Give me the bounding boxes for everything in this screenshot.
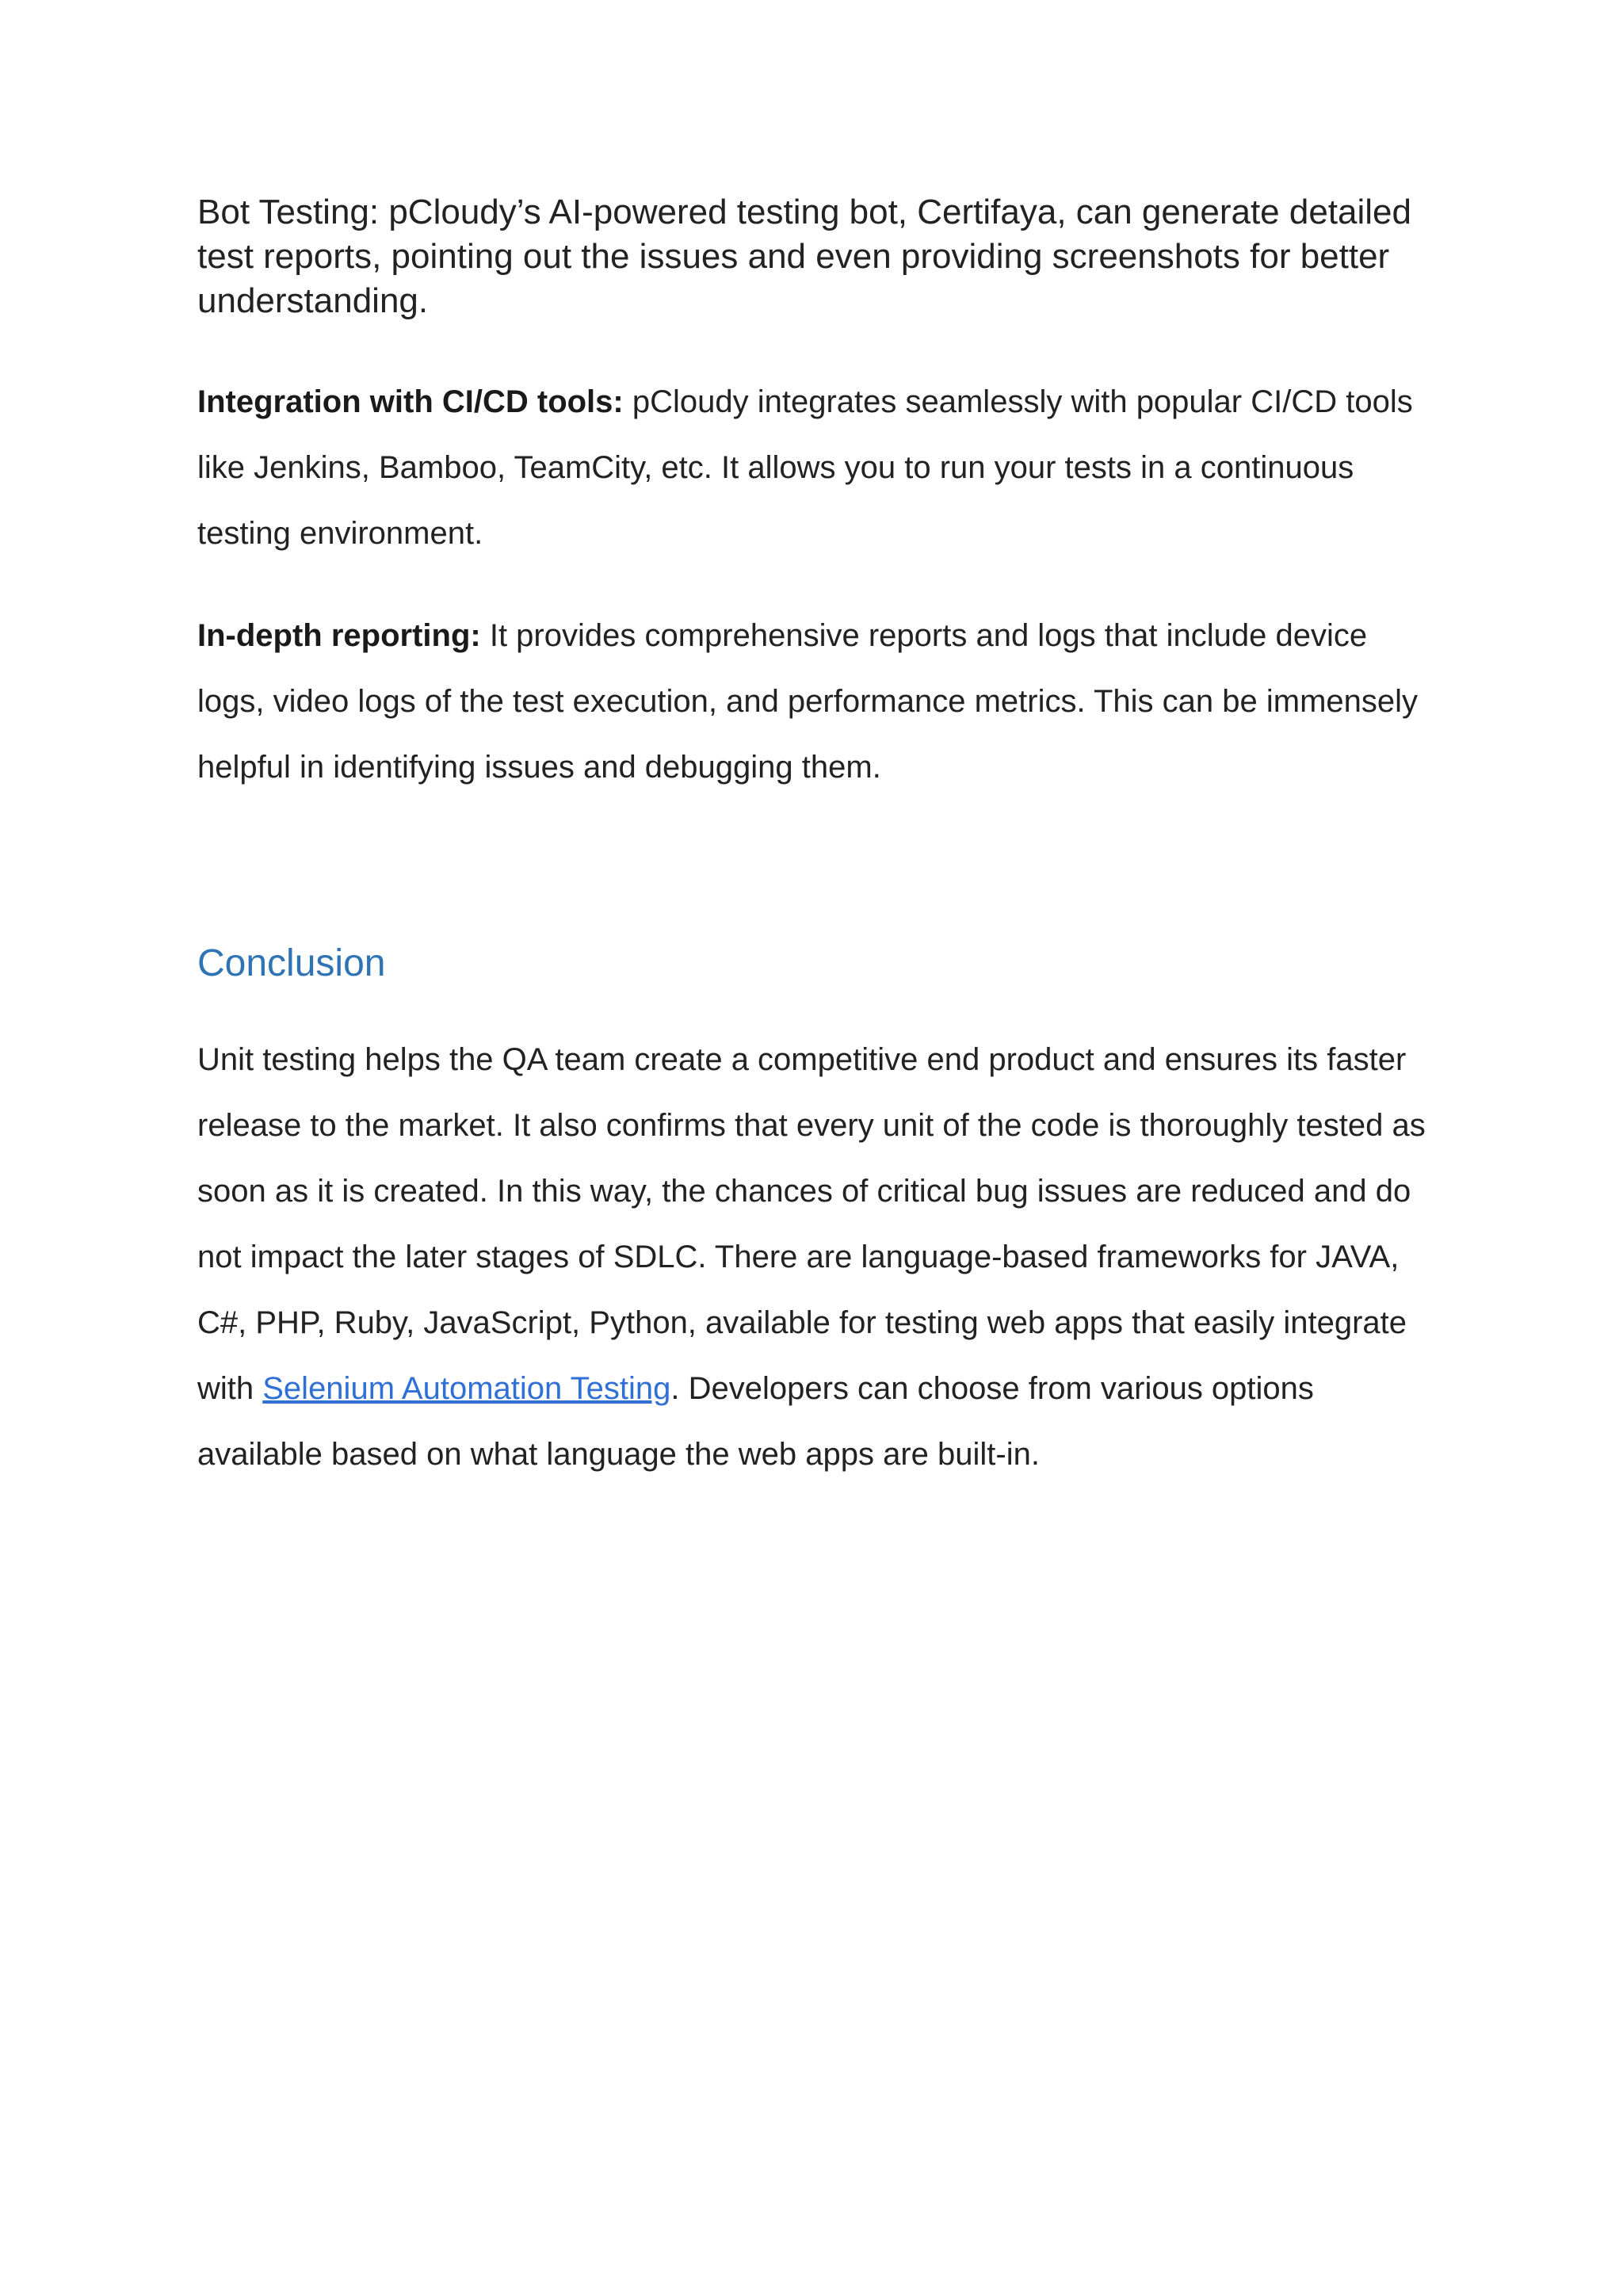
- reporting-paragraph: [197, 603, 1434, 800]
- reporting-label: In-depth reporting:: [197, 618, 481, 653]
- selenium-automation-testing-link[interactable]: Selenium Automation Testing: [262, 1371, 671, 1406]
- conclusion-text-before-link: Unit testing helps the QA team create a competitive end product and ensures its faster release to the market. It also confirms that every unit of the code is thoroughly tested as soon as it is created. In this way, the chances of critical bug issues are reduced and do not impact the later stages of SDLC. There are language-based frameworks for JAVA, C#, PHP, Ruby, JavaScript, Python, available for testing web apps that easily integrate with: [197, 1042, 1426, 1406]
- conclusion-paragraph: [197, 1027, 1434, 1488]
- bot-testing-paragraph: Bot Testing: pCloudy’s AI-powered testing bot, Certifaya, can generate detailed test reports, pointing out the issues and even providing screenshots for better understanding.: [197, 193, 1411, 320]
- reporting-text: It provides comprehensive reports and logs that include device logs, video logs of the test execution, and performance metrics. This can be immensely helpful in identifying issues and debugging them.: [197, 618, 1419, 785]
- conclusion-text-after-link: . Developers can choose from various options available based on what language the web apps are built-in.: [197, 1371, 1314, 1472]
- integration-paragraph: [197, 369, 1434, 567]
- integration-text: pCloudy integrates seamlessly with popular CI/CD tools like Jenkins, Bamboo, TeamCity, etc. It allows you to run your tests in a continuous testing environment.: [197, 384, 1413, 551]
- document-content: [197, 190, 1434, 1488]
- integration-label: Integration with CI/CD tools:: [197, 384, 624, 419]
- conclusion-heading: Conclusion: [197, 942, 386, 984]
